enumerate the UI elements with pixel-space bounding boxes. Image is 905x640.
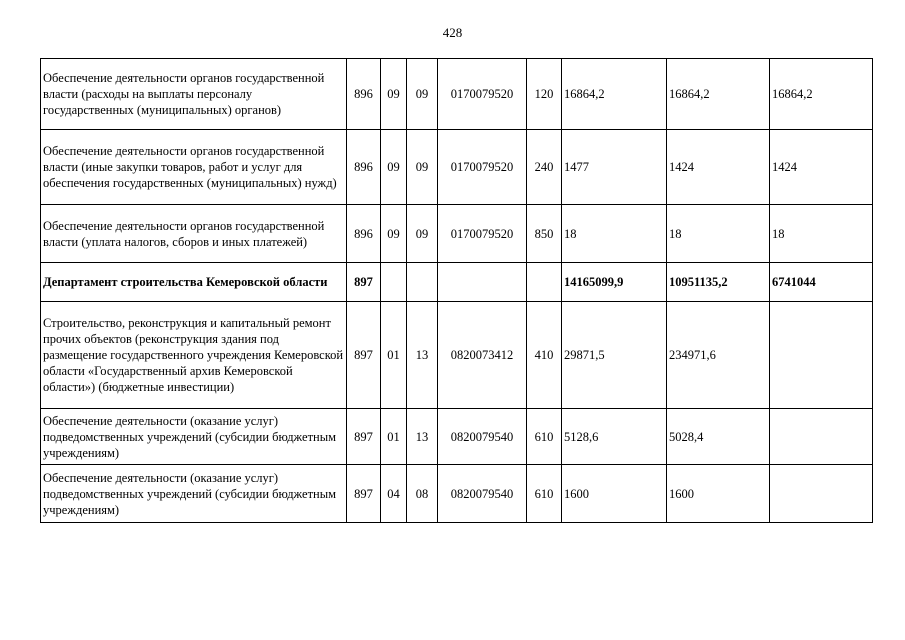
table-row bbox=[41, 205, 873, 263]
row-vr: 120 bbox=[527, 59, 562, 130]
row-sum-1: 18 bbox=[562, 205, 667, 263]
row-ved: 897 bbox=[347, 302, 381, 409]
row-ved: 897 bbox=[347, 465, 381, 523]
row-razdel: 04 bbox=[381, 465, 407, 523]
row-sum-3 bbox=[770, 302, 873, 409]
row-podrazdel: 13 bbox=[407, 409, 438, 465]
row-name: Департамент строительства Кемеровской области bbox=[41, 263, 347, 302]
page-number: 428 bbox=[442, 25, 463, 40]
row-ved: 896 bbox=[347, 130, 381, 205]
row-razdel: 09 bbox=[381, 130, 407, 205]
row-csr: 0170079520 bbox=[438, 59, 527, 130]
row-sum-3 bbox=[770, 465, 873, 523]
row-csr: 0820079540 bbox=[438, 465, 527, 523]
table-row bbox=[41, 59, 873, 130]
row-name: Строительство, реконструкция и капитальный ремонт прочих объектов (реконструкция здания под размещение государственного учреждения Кемеровской области «Государственный архив Кемеровской области») (бюджетные инвестиции) bbox=[41, 302, 347, 409]
row-csr: 0820073412 bbox=[438, 302, 527, 409]
row-ved: 897 bbox=[347, 263, 381, 302]
row-podrazdel bbox=[407, 263, 438, 302]
row-sum-3: 16864,2 bbox=[770, 59, 873, 130]
budget-table bbox=[40, 58, 873, 523]
row-sum-1: 5128,6 bbox=[562, 409, 667, 465]
row-sum-1: 1600 bbox=[562, 465, 667, 523]
row-razdel: 01 bbox=[381, 302, 407, 409]
row-sum-3: 18 bbox=[770, 205, 873, 263]
table-row bbox=[41, 302, 873, 409]
row-sum-3: 6741044 bbox=[770, 263, 873, 302]
row-csr: 0170079520 bbox=[438, 205, 527, 263]
row-podrazdel: 09 bbox=[407, 205, 438, 263]
row-sum-2: 18 bbox=[667, 205, 770, 263]
row-sum-1: 16864,2 bbox=[562, 59, 667, 130]
row-razdel: 01 bbox=[381, 409, 407, 465]
row-csr: 0170079520 bbox=[438, 130, 527, 205]
row-ved: 896 bbox=[347, 59, 381, 130]
row-name: Обеспечение деятельности (оказание услуг) подведомственных учреждений (субсидии бюджетным учреждениям) bbox=[41, 409, 347, 465]
row-ved: 897 bbox=[347, 409, 381, 465]
row-sum-1: 29871,5 bbox=[562, 302, 667, 409]
row-sum-1: 1477 bbox=[562, 130, 667, 205]
row-name: Обеспечение деятельности органов государственной власти (уплата налогов, сборов и иных платежей) bbox=[41, 205, 347, 263]
row-name: Обеспечение деятельности органов государственной власти (иные закупки товаров, работ и услуг для обеспечения государственных (муниципальных) нужд) bbox=[41, 130, 347, 205]
table-row bbox=[41, 409, 873, 465]
row-razdel: 09 bbox=[381, 205, 407, 263]
row-vr: 610 bbox=[527, 409, 562, 465]
row-name: Обеспечение деятельности органов государственной власти (расходы на выплаты персоналу государственных (муниципальных) органов) bbox=[41, 59, 347, 130]
row-razdel: 09 bbox=[381, 59, 407, 130]
table-row bbox=[41, 263, 873, 302]
row-vr: 610 bbox=[527, 465, 562, 523]
table-row bbox=[41, 130, 873, 205]
row-sum-2: 234971,6 bbox=[667, 302, 770, 409]
row-podrazdel: 08 bbox=[407, 465, 438, 523]
row-vr: 410 bbox=[527, 302, 562, 409]
row-csr bbox=[438, 263, 527, 302]
row-sum-2: 1600 bbox=[667, 465, 770, 523]
row-podrazdel: 09 bbox=[407, 130, 438, 205]
row-podrazdel: 09 bbox=[407, 59, 438, 130]
row-podrazdel: 13 bbox=[407, 302, 438, 409]
row-vr: 850 bbox=[527, 205, 562, 263]
row-razdel bbox=[381, 263, 407, 302]
row-ved: 896 bbox=[347, 205, 381, 263]
row-name: Обеспечение деятельности (оказание услуг) подведомственных учреждений (субсидии бюджетным учреждениям) bbox=[41, 465, 347, 523]
row-sum-2: 16864,2 bbox=[667, 59, 770, 130]
row-sum-2: 1424 bbox=[667, 130, 770, 205]
row-sum-2: 10951135,2 bbox=[667, 263, 770, 302]
table-row bbox=[41, 465, 873, 523]
row-vr bbox=[527, 263, 562, 302]
row-sum-3: 1424 bbox=[770, 130, 873, 205]
row-sum-3 bbox=[770, 409, 873, 465]
row-csr: 0820079540 bbox=[438, 409, 527, 465]
row-vr: 240 bbox=[527, 130, 562, 205]
row-sum-1: 14165099,9 bbox=[562, 263, 667, 302]
row-sum-2: 5028,4 bbox=[667, 409, 770, 465]
